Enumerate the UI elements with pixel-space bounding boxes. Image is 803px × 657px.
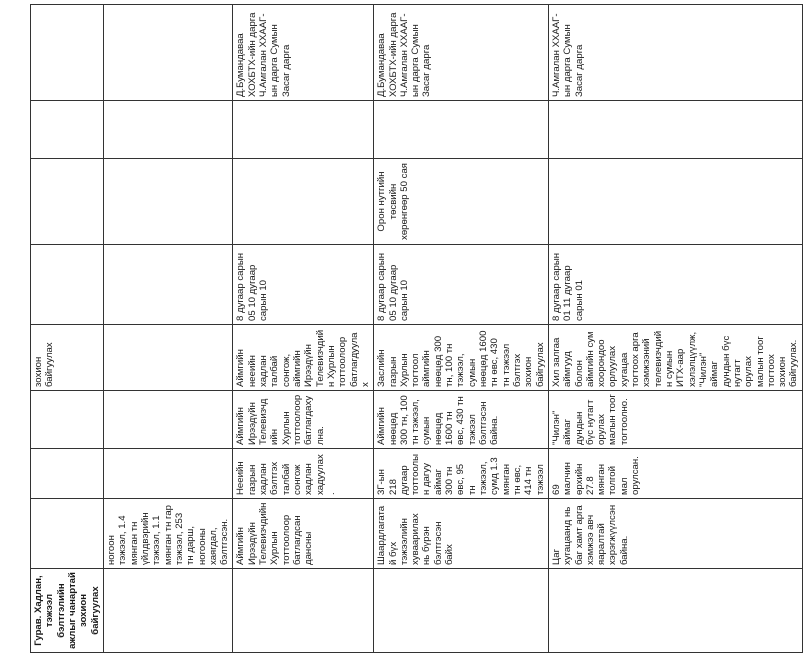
table-cell: Орон нутгийн төсвийн хөрөнгөөр 50 сая bbox=[374, 159, 549, 245]
table-cell: Заслийн газрын Хурлын тогтоол аймгийн нөөцөд 300 тн, 100 тн тэжээл, сумын нөөцөд 1600 тн өвс, 430 тн тэжээл бэлтгэх зохион байгуулах bbox=[374, 325, 549, 391]
table-cell bbox=[104, 159, 233, 245]
table-cell bbox=[104, 101, 233, 159]
table-cell bbox=[31, 101, 104, 159]
section-heading-cell: Гурав. Хадлан, тэжээл бэлтгэлийн ажлыг чанартай зохион байгуулах bbox=[31, 569, 104, 653]
table-cell: Аймгийн нөөцөд 300 тн, 100 тн тэжээл, сумын нөөцөд 1600 тн өвс, 430 тн тэжээл бэлтгэсэн байна. bbox=[374, 391, 549, 449]
table-cell: 8 дугаар сарын 05 10 дугаар сарын 10 bbox=[233, 245, 374, 325]
table-cell: 8 дугаар сарын 05 10 дугаар сарын 10 bbox=[374, 245, 549, 325]
table-cell bbox=[31, 245, 104, 325]
action-plan-table bbox=[30, 4, 803, 653]
table-cell bbox=[31, 5, 104, 101]
table-cell bbox=[104, 325, 233, 391]
table-cell: Шаардлагатай бүх тэжээлийн хуваарилах нь бүрэн бэлтгэсэн байх bbox=[374, 499, 549, 569]
table-cell bbox=[104, 391, 233, 449]
table-cell: Аймгийн Ирээдүйн Телевизчдийн Хурлын тоттоолоор батлагдахулна. bbox=[233, 391, 374, 449]
table-cell bbox=[104, 449, 233, 499]
table-cell: Д.Бумандаваа ХОХБТХ-ийн дарга Ч.Амгалан ХХААГ-ын дарга Сумын Засаг дарга bbox=[233, 5, 374, 101]
table-cell bbox=[31, 159, 104, 245]
table-cell bbox=[31, 391, 104, 449]
table-row bbox=[548, 5, 802, 653]
table-cell: 8 дугаар сарын 01 11 дугаар сарын 01 bbox=[548, 245, 802, 325]
table-cell: "Чилэн" аймаг дундын бүс нутагт орулах малын тоог тогтоолно. bbox=[548, 391, 802, 449]
table-cell bbox=[31, 449, 104, 499]
table-cell: Аймгийн Ирээдүйн Телевизчдийн Хурлын тоттоолоор батлагдсан дансны bbox=[233, 499, 374, 569]
table-cell bbox=[233, 569, 374, 653]
table-cell bbox=[548, 159, 802, 245]
table-cell bbox=[374, 101, 549, 159]
table-cell: ногоон тэжээл, 1.4 мянган тн үйлдвэрийн тэжээл, 1.1 мянган тн гар тэжээл, 253 тн дарш, ногооны хаягдал, бэлтгэсэн. bbox=[104, 499, 233, 569]
table-cell: Нееийн газрын хадлан бэлтгэх талбай сонгож хадлан хадуулах. bbox=[233, 449, 374, 499]
table-cell: 3Г-ын 218 дугаар тоттоолын дагуу аймаг 300 тн өвс, 95 тн тэжээл, сумд 1.3 мянган тн өвс, 414 тн тэжээл bbox=[374, 449, 549, 499]
table-cell: зохион байгуулах bbox=[31, 325, 104, 391]
table-cell bbox=[104, 569, 233, 653]
table-cell: Д.Бумандаваа ХОХБТХ-ийн дарга Ч.Амгалан ХХААГ-ын дарга Сумын Засаг дарга bbox=[374, 5, 549, 101]
table-cell bbox=[548, 101, 802, 159]
table-cell bbox=[31, 499, 104, 569]
table-cell: Хил залгаа аймгууд болон аймгийн сум хоорондоо орлуулах хугацаа тогтоох арга хэмжээний телевизчдийн сумын ИТХ-аар хэлэлцүүлж, "Чилэн" аймаг дундын бүс нутагт орулах малын тоог тогтоох зохион байгуулах. bbox=[548, 325, 802, 391]
table-row bbox=[31, 5, 104, 653]
table-cell: Цаг хугацаанд нь баг хамт арга хэмжээ авч яаралтай хэрэгжүүлсэн байна. bbox=[548, 499, 802, 569]
table-cell bbox=[548, 569, 802, 653]
table-cell: Ч.Амгалан ХХААГ-ын дарга Сумын Засаг дарга bbox=[548, 5, 802, 101]
table-cell bbox=[104, 245, 233, 325]
table-row bbox=[104, 5, 233, 653]
table-cell bbox=[374, 569, 549, 653]
table-cell bbox=[104, 5, 233, 101]
table-cell bbox=[233, 159, 374, 245]
table-cell: Аймгийн нееийн хадлан талбай сонгож, аймгийн Ирээдүйн Телевизчдийн Хурлын тоттоолоор батлагдуулах bbox=[233, 325, 374, 391]
table-cell: 69 малчин өрхийн 27.8 мянган толгой мал орулсан. bbox=[548, 449, 802, 499]
table-cell bbox=[233, 101, 374, 159]
table-row bbox=[374, 5, 549, 653]
table-row bbox=[233, 5, 374, 653]
